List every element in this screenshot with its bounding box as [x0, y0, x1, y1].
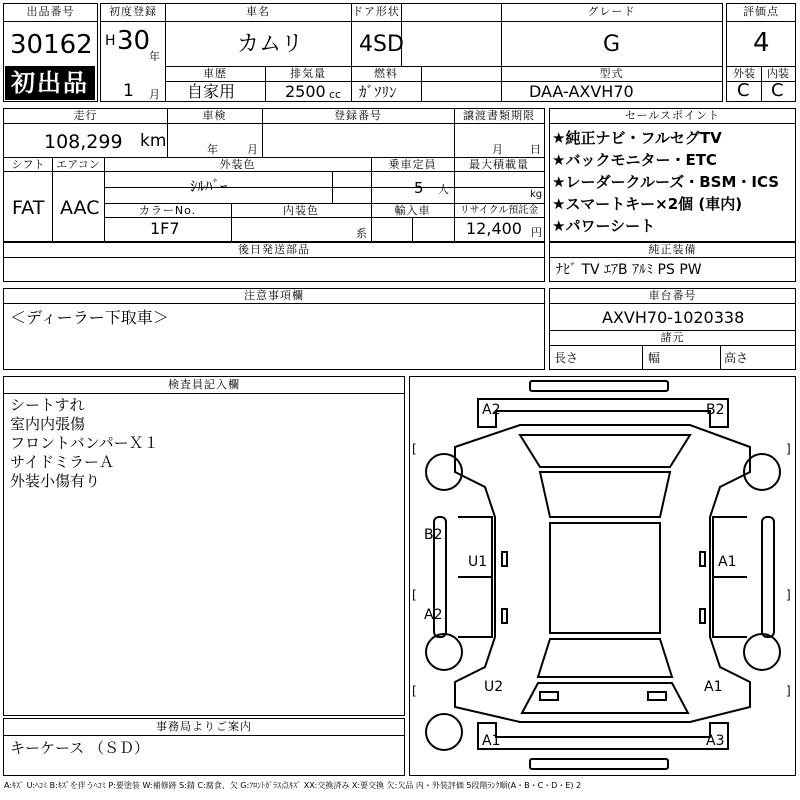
ext-label: 外装: [733, 67, 755, 80]
capacity-label: 乗車定員: [388, 158, 437, 171]
inspection-year-unit: 年: [207, 143, 218, 156]
shift-value: FAT: [12, 197, 45, 219]
notes-value: ＜ディーラー下取車＞: [10, 308, 169, 327]
inspection-label: 車検: [202, 109, 227, 122]
reg-label: 初度登録: [109, 5, 157, 18]
car-name-label: 車名: [246, 5, 270, 18]
reg-month-unit: 月: [149, 88, 160, 101]
interior-label: 内装色: [283, 204, 319, 217]
damage-mark: A1: [704, 679, 723, 695]
inspector-list: [10, 396, 159, 491]
equipment-label: 純正装備: [648, 243, 697, 256]
office-box: [3, 718, 405, 776]
ac-value: AAC: [60, 197, 100, 219]
damage-diagram: [409, 376, 796, 776]
damage-mark: B2: [424, 527, 443, 543]
equipment-box: [549, 242, 796, 282]
capacity-unit: 人: [438, 183, 449, 196]
damage-mark: A1: [718, 554, 737, 570]
specs-label: 諸元: [660, 331, 685, 344]
score-label: 評価点: [743, 5, 779, 18]
spec-width-label: 幅: [648, 351, 661, 365]
lot-number: 30162: [10, 30, 93, 60]
sales-point-item: ★レーダークルーズ・BSM・ICS: [552, 173, 780, 191]
displacement-value: 2500: [285, 82, 326, 101]
damage-mark: A1: [482, 733, 501, 749]
bracket-mark: ]: [786, 588, 791, 602]
reg-era: H: [105, 33, 116, 49]
chassis-value: AXVH70-1020338: [602, 308, 745, 327]
sales-point-list: [552, 127, 779, 237]
inspector-item: フロントバンパーＸ１: [10, 434, 159, 452]
inspector-label: 検査員記入欄: [168, 378, 240, 391]
spec-height-label: 高さ: [724, 351, 749, 365]
reg-month: 1: [123, 81, 134, 101]
inspector-item: 外装小傷有り: [10, 472, 101, 490]
office-label: 事務局よりご案内: [156, 720, 252, 733]
grade-value: G: [603, 32, 621, 57]
color-no-label: カラーNo.: [138, 204, 197, 217]
legend-text: A:ｷｽﾞ U:ﾍｺﾐ B:ｷｽﾞを伴うﾍｺﾐ P:要塗装 W:補修跡 S:錆 C:腐食、欠 G:ﾌﾛﾝﾄｶﾞﾗｽ点ｷｽﾞ XX:交換済み X:要交換 欠:欠品 内・外装評価 5段階ﾗﾝｸ順(A・B・C・D・E) 2: [4, 781, 582, 790]
chassis-box: [549, 288, 796, 370]
capacity-value: 5: [414, 179, 424, 197]
ext-value: C: [737, 80, 750, 101]
int-value: C: [771, 80, 784, 101]
car-name-value: カムリ: [237, 32, 304, 57]
bracket-mark: [: [412, 588, 417, 602]
car-body-diagram: [410, 377, 795, 775]
office-value: キーケース （ＳＤ）: [10, 739, 150, 757]
color-no-value: 1F7: [150, 219, 180, 238]
damage-mark: A3: [706, 733, 725, 749]
history-label: 車歴: [203, 67, 227, 80]
vehicle-detail-box: [3, 108, 545, 242]
lot-label: 出品番号: [26, 5, 75, 18]
model-label: 型式: [599, 67, 624, 80]
transfer-label: 譲渡書類期限: [463, 109, 535, 122]
door-label: ドア形状: [352, 5, 400, 18]
recycle-unit: 円: [531, 226, 542, 239]
history-value: 自家用: [187, 82, 236, 101]
damage-mark: A2: [424, 607, 443, 623]
mileage-label: 走行: [73, 109, 98, 122]
ac-label: エアコン: [56, 158, 100, 171]
fuel-value: ｶﾞｿﾘﾝ: [359, 83, 397, 101]
model-value: DAA-AXVH70: [529, 82, 634, 101]
inspection-month-unit: 月: [247, 143, 258, 156]
load-unit: kg: [530, 189, 543, 200]
chassis-label: 車台番号: [648, 289, 697, 302]
door-value: 4SD: [359, 32, 404, 57]
damage-mark: A2: [482, 402, 501, 418]
grade-label: グレード: [587, 5, 636, 18]
sales-point-item: ★パワーシート: [552, 217, 656, 235]
displacement-unit: cc: [329, 88, 342, 101]
equipment-value: ﾅﾋﾞ TV ｴｱB ｱﾙﾐ PS PW: [556, 262, 702, 278]
inspector-box: [3, 376, 405, 716]
damage-mark: B2: [706, 402, 725, 418]
sales-point-item: ★純正ナビ・フルセグTV: [552, 129, 722, 147]
later-parts-box: [3, 242, 545, 282]
load-label: 最大積載量: [469, 158, 529, 171]
exterior-value: ｼﾙﾊﾞｰ: [190, 177, 228, 195]
sales-point-label: セールスポイント: [624, 109, 720, 122]
first-listing-badge: 初出品: [5, 66, 95, 100]
score-box: [726, 3, 796, 102]
notes-box: [3, 288, 545, 370]
fuel-label: 燃料: [374, 67, 398, 80]
score-value: 4: [753, 28, 770, 58]
import-label: 輸入車: [394, 204, 431, 217]
sales-point-box: [549, 108, 796, 242]
later-parts-label: 後日発送部品: [238, 243, 310, 256]
displacement-label: 排気量: [290, 67, 326, 80]
recycle-label: リサイクル預託金: [459, 205, 539, 216]
reg-year-unit: 年: [149, 50, 160, 63]
recycle-value: 12,400: [466, 219, 522, 238]
bracket-mark: ]: [786, 684, 791, 698]
damage-mark: U1: [468, 554, 488, 570]
transfer-day-unit: 日: [530, 143, 541, 156]
inspector-item: 室内内張傷: [10, 415, 86, 433]
sales-point-item: ★スマートキー×2個 (車内): [552, 195, 743, 213]
spec-length-label: 長さ: [554, 351, 579, 365]
bracket-mark: [: [412, 684, 417, 698]
damage-mark: U2: [484, 679, 504, 695]
sales-point-item: ★バックモニター・ETC: [552, 151, 717, 169]
transfer-month-unit: 月: [492, 143, 503, 156]
mileage-value: 108,299: [44, 131, 123, 153]
bracket-mark: ]: [786, 442, 791, 456]
inspector-item: サイドミラーＡ: [10, 453, 114, 471]
mileage-unit: km: [140, 131, 167, 151]
shift-label: シフト: [11, 158, 45, 171]
reg-year: 30: [117, 26, 151, 56]
int-label: 内装: [767, 67, 789, 80]
interior-unit: 系: [356, 227, 367, 240]
inspector-item: シートすれ: [10, 396, 85, 414]
notes-label: 注意事項欄: [244, 289, 304, 302]
plate-label: 登録番号: [334, 109, 382, 122]
main-top-box: [100, 3, 723, 102]
exterior-label: 外装色: [219, 158, 256, 171]
bracket-mark: [: [412, 442, 417, 456]
